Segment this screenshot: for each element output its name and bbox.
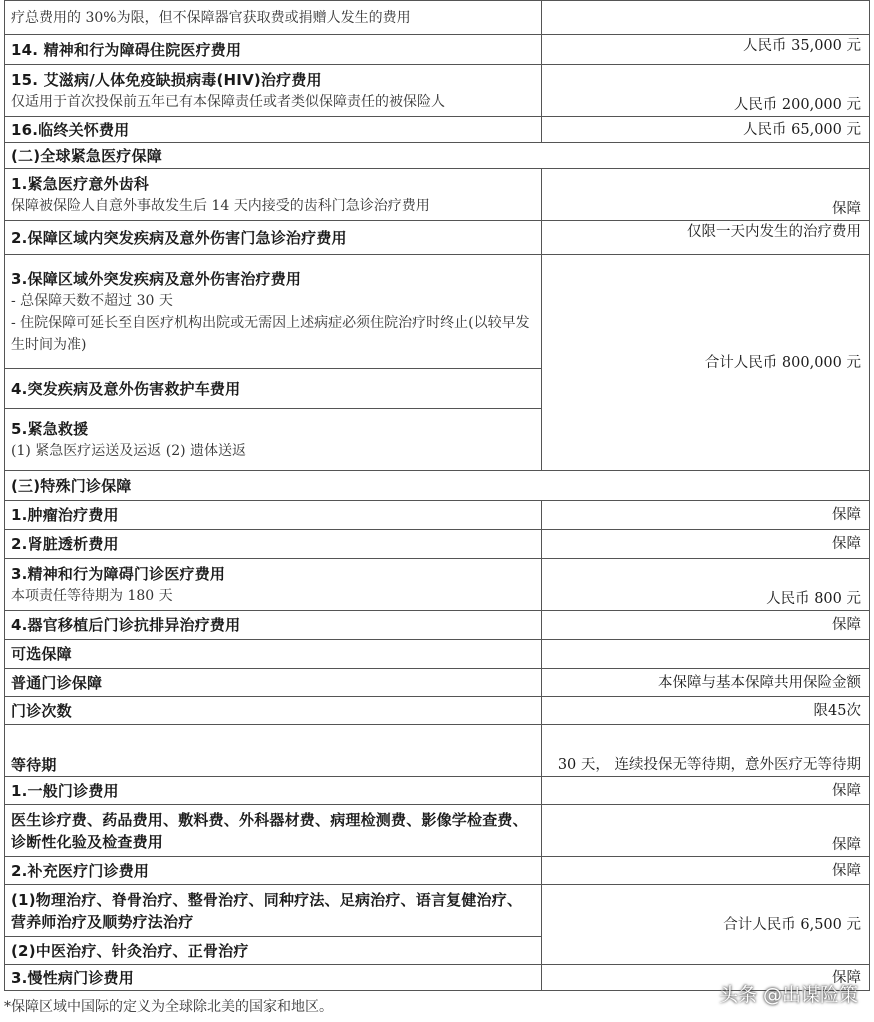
table-row: 普通门诊保障	[5, 669, 542, 697]
table-row: 等待期	[5, 725, 542, 777]
table-row: 15. 艾滋病/人体免疫缺损病毒(HIV)治疗费用 仅适用于首次投保前五年已有本保障责任或者类似保障责任的被保险人	[5, 65, 542, 117]
value-cell: 保障	[542, 169, 870, 221]
table-row: 2.补充医疗门诊费用	[5, 857, 542, 885]
value-cell: 人民币 800 元	[542, 559, 870, 611]
table-row: 16.临终关怀费用	[5, 117, 542, 143]
value-cell: 人民币 65,000 元	[542, 117, 870, 143]
table-row: 疗总费用的 30%为限，但不保障器官获取费或捐赠人发生的费用	[5, 1, 542, 35]
value-cell: 保障	[542, 857, 870, 885]
section-header: (二)全球紧急医疗保障	[5, 143, 870, 169]
value-cell: 保障	[542, 501, 870, 530]
value-cell: 人民币 35,000 元	[542, 35, 870, 65]
table-row: 门诊次数	[5, 697, 542, 725]
value-cell: 30 天， 连续投保无等待期，意外医疗无等待期	[542, 725, 870, 777]
table-row: 3.保障区域外突发疾病及意外伤害治疗费用 - 总保障天数不超过 30 天 - 住院保障可延长至自医疗机构出院或无需因上述病症必须住院治疗时终止(以较早发生时间为准)	[5, 255, 542, 369]
value-cell: 保障	[542, 805, 870, 857]
value-cell: 保障	[542, 777, 870, 805]
value-cell: 本保障与基本保障共用保险金额	[542, 669, 870, 697]
value-cell: 合计人民币 800,000 元	[542, 255, 870, 471]
section-header: (三)特殊门诊保障	[5, 471, 870, 501]
value-cell: 人民币 200,000 元	[542, 65, 870, 117]
value-cell	[542, 640, 870, 669]
table-row: 5.紧急救援 (1) 紧急医疗运送及运返 (2) 遗体送返	[5, 409, 542, 471]
table-row: 1.一般门诊费用	[5, 777, 542, 805]
table-row: 医生诊疗费、药品费用、敷料费、外科器材费、病理检测费、影像学检查费、诊断性化验及检查费用	[5, 805, 542, 857]
value-cell: 保障	[542, 530, 870, 559]
table-row: 2.保障区域内突发疾病及意外伤害门急诊治疗费用	[5, 221, 542, 255]
table-row: 3.慢性病门诊费用	[5, 965, 542, 991]
value-cell	[542, 1, 870, 35]
table-row: 1.肿瘤治疗费用	[5, 501, 542, 530]
value-cell: 保障	[542, 965, 870, 991]
value-cell: 合计人民币 6,500 元	[542, 885, 870, 965]
value-cell: 仅限一天内发生的治疗费用	[542, 221, 870, 255]
table-row: 4.突发疾病及意外伤害救护车费用	[5, 369, 542, 409]
table-row: 3.精神和行为障碍门诊医疗费用 本项责任等待期为 180 天	[5, 559, 542, 611]
watermark: 头条 @出谋险策	[718, 984, 858, 1006]
value-cell: 保障	[542, 611, 870, 640]
value-cell: 限45次	[542, 697, 870, 725]
table-row: (2)中医治疗、针灸治疗、正骨治疗	[5, 937, 542, 965]
footnote: *保障区域中国际的定义为全球除北美的国家和地区。	[4, 999, 333, 1015]
table-row: 可选保障	[5, 640, 542, 669]
table-row: 2.肾脏透析费用	[5, 530, 542, 559]
table-row: 1.紧急医疗意外齿科 保障被保险人自意外事故发生后 14 天内接受的齿科门急诊治疗费用	[5, 169, 542, 221]
coverage-table	[4, 0, 870, 991]
table-row: (1)物理治疗、脊骨治疗、整骨治疗、同种疗法、足病治疗、语言复健治疗、营养师治疗及顺势疗法治疗	[5, 885, 542, 937]
table-row: 4.器官移植后门诊抗排异治疗费用	[5, 611, 542, 640]
table-row: 14. 精神和行为障碍住院医疗费用	[5, 35, 542, 65]
